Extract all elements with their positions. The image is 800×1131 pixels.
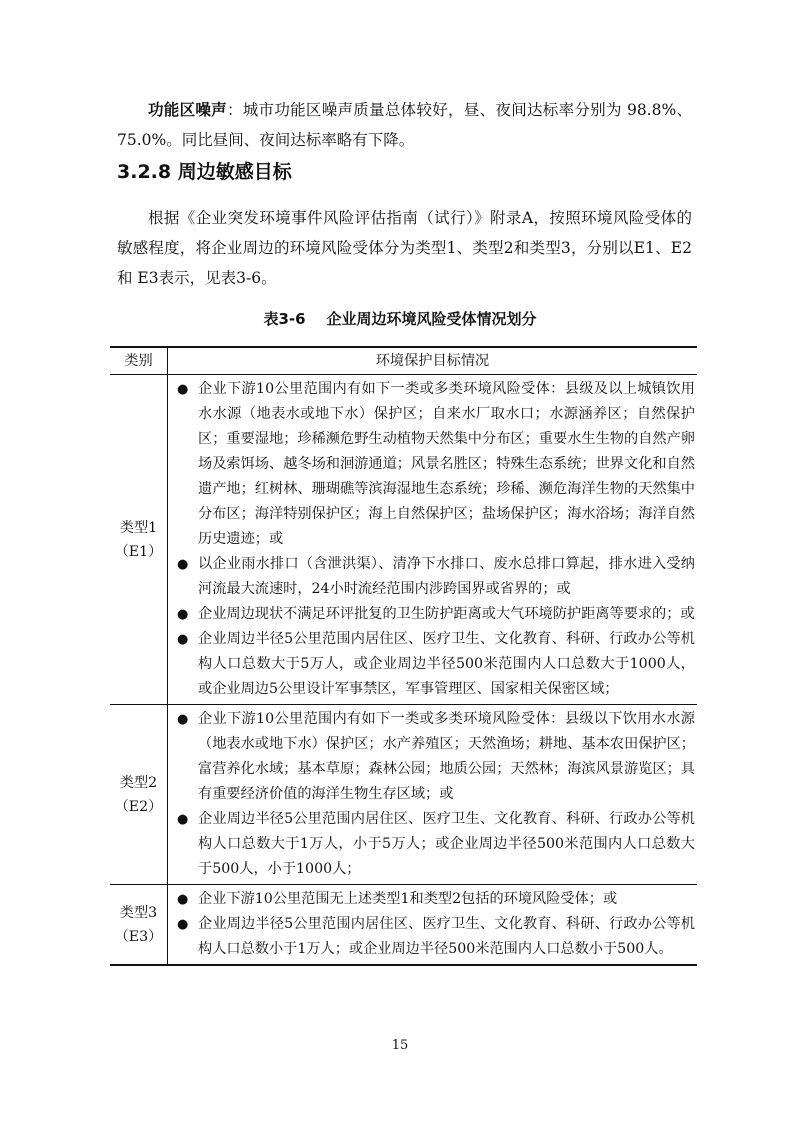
header-category: 类别: [110, 347, 168, 375]
target-cell: [168, 375, 698, 705]
category-cell: [110, 375, 168, 705]
table-caption: [0, 308, 800, 329]
category-cell: [110, 885, 168, 966]
header-target: 环境保护目标情况: [168, 347, 698, 375]
noise-paragraph: [117, 95, 692, 155]
category-name: 类型2: [119, 774, 158, 791]
table-header-row: [110, 347, 697, 375]
section-heading: 3.2.8 周边敏感目标: [117, 161, 292, 183]
page-number: 15: [391, 1038, 409, 1053]
bullet-list: [176, 377, 695, 702]
category-cell: [110, 705, 168, 885]
category-code: （E2）: [114, 798, 163, 815]
list-item: ● 企业周边半径5公里范围内居住区、医疗卫生、文化教育、科研、行政办公等机构人口总数大于1万人，小于5万人；或企业周边半径500米范围内人口总数大于500人，小于1000人；: [176, 807, 695, 882]
table-row-e1: [110, 375, 697, 705]
list-item: ● 企业周边半径5公里范围内居住区、医疗卫生、文化教育、科研、行政办公等机构人口总数大于5万人，或企业周边半径500米范围内人口总数大于1000人，或企业周边5公里设计军事禁区，军事管理区、国家相关保密区域；: [176, 627, 695, 702]
noise-text: ：城市功能区噪声质量总体较好，昼、夜间达标率分别为 98.8%、75.0%。同比昼间、夜间达标率略有下降。: [117, 101, 692, 149]
list-item: ● 企业下游10公里范围无上述类型1和类型2包括的环境风险受体；或: [176, 887, 695, 912]
risk-receptor-table: [110, 346, 697, 966]
category-name: 类型1: [119, 519, 158, 536]
list-item: ● 企业下游10公里范围内有如下一类或多类环境风险受体：县级以下饮用水水源（地表水或地下水）保护区；水产养殖区；天然渔场；耕地、基本农田保护区；富营养化水域；基本草原；森林公园；地质公园；天然林；海滨风景游览区；具有重要经济价值的海洋生物生存区域；或: [176, 707, 695, 807]
list-item: ● 以企业雨水排口（含泄洪渠）、清净下水排口、废水总排口算起，排水进入受纳河流最大流速时，24小时流经范围内涉跨国界或省界的；或: [176, 552, 695, 602]
table-caption-number: 表3-6: [263, 310, 306, 328]
list-item: ● 企业周边半径5公里范围内居住区、医疗卫生、文化教育、科研、行政办公等机构人口总数小于1万人；或企业周边半径500米范围内人口总数小于500人。: [176, 912, 695, 962]
table-caption-title: 企业周边环境风险受体情况划分: [326, 310, 537, 328]
category-name: 类型3: [119, 904, 158, 921]
bullet-list: [176, 707, 695, 882]
list-item: ● 企业周边现状不满足环评批复的卫生防护距离或大气环境防护距离等要求的；或: [176, 602, 695, 627]
intro-paragraph: 根据《企业突发环境事件风险评估指南（试行）》附录A，按照环境风险受体的敏感程度，将企业周边的环境风险受体分为类型1、类型2和类型3，分别以E1、E2和 E3表示，见表3-6。: [117, 209, 692, 287]
noise-label: 功能区噪声: [148, 101, 227, 119]
table-row-e3: [110, 885, 697, 966]
target-cell: [168, 705, 698, 885]
bullet-list: [176, 887, 695, 962]
target-cell: [168, 885, 698, 966]
table-row-e2: [110, 705, 697, 885]
category-code: （E3）: [114, 928, 163, 945]
list-item: ● 企业下游10公里范围内有如下一类或多类环境风险受体：县级及以上城镇饮用水水源（地表水或地下水）保护区；自来水厂取水口；水源涵养区；自然保护区；重要湿地；珍稀濒危野生动植物天然集中分布区；重要水生生物的自然产卵场及索饵场、越冬场和洄游通道；风景名胜区；特殊生态系统；世界文化和自然遗产地；红树林、珊瑚礁等滨海湿地生态系统；珍稀、濒危海洋生物的天然集中分布区；海洋特别保护区；海上自然保护区；盐场保护区；海水浴场；海洋自然历史遗迹；或: [176, 377, 695, 552]
category-code: （E1）: [114, 543, 163, 560]
